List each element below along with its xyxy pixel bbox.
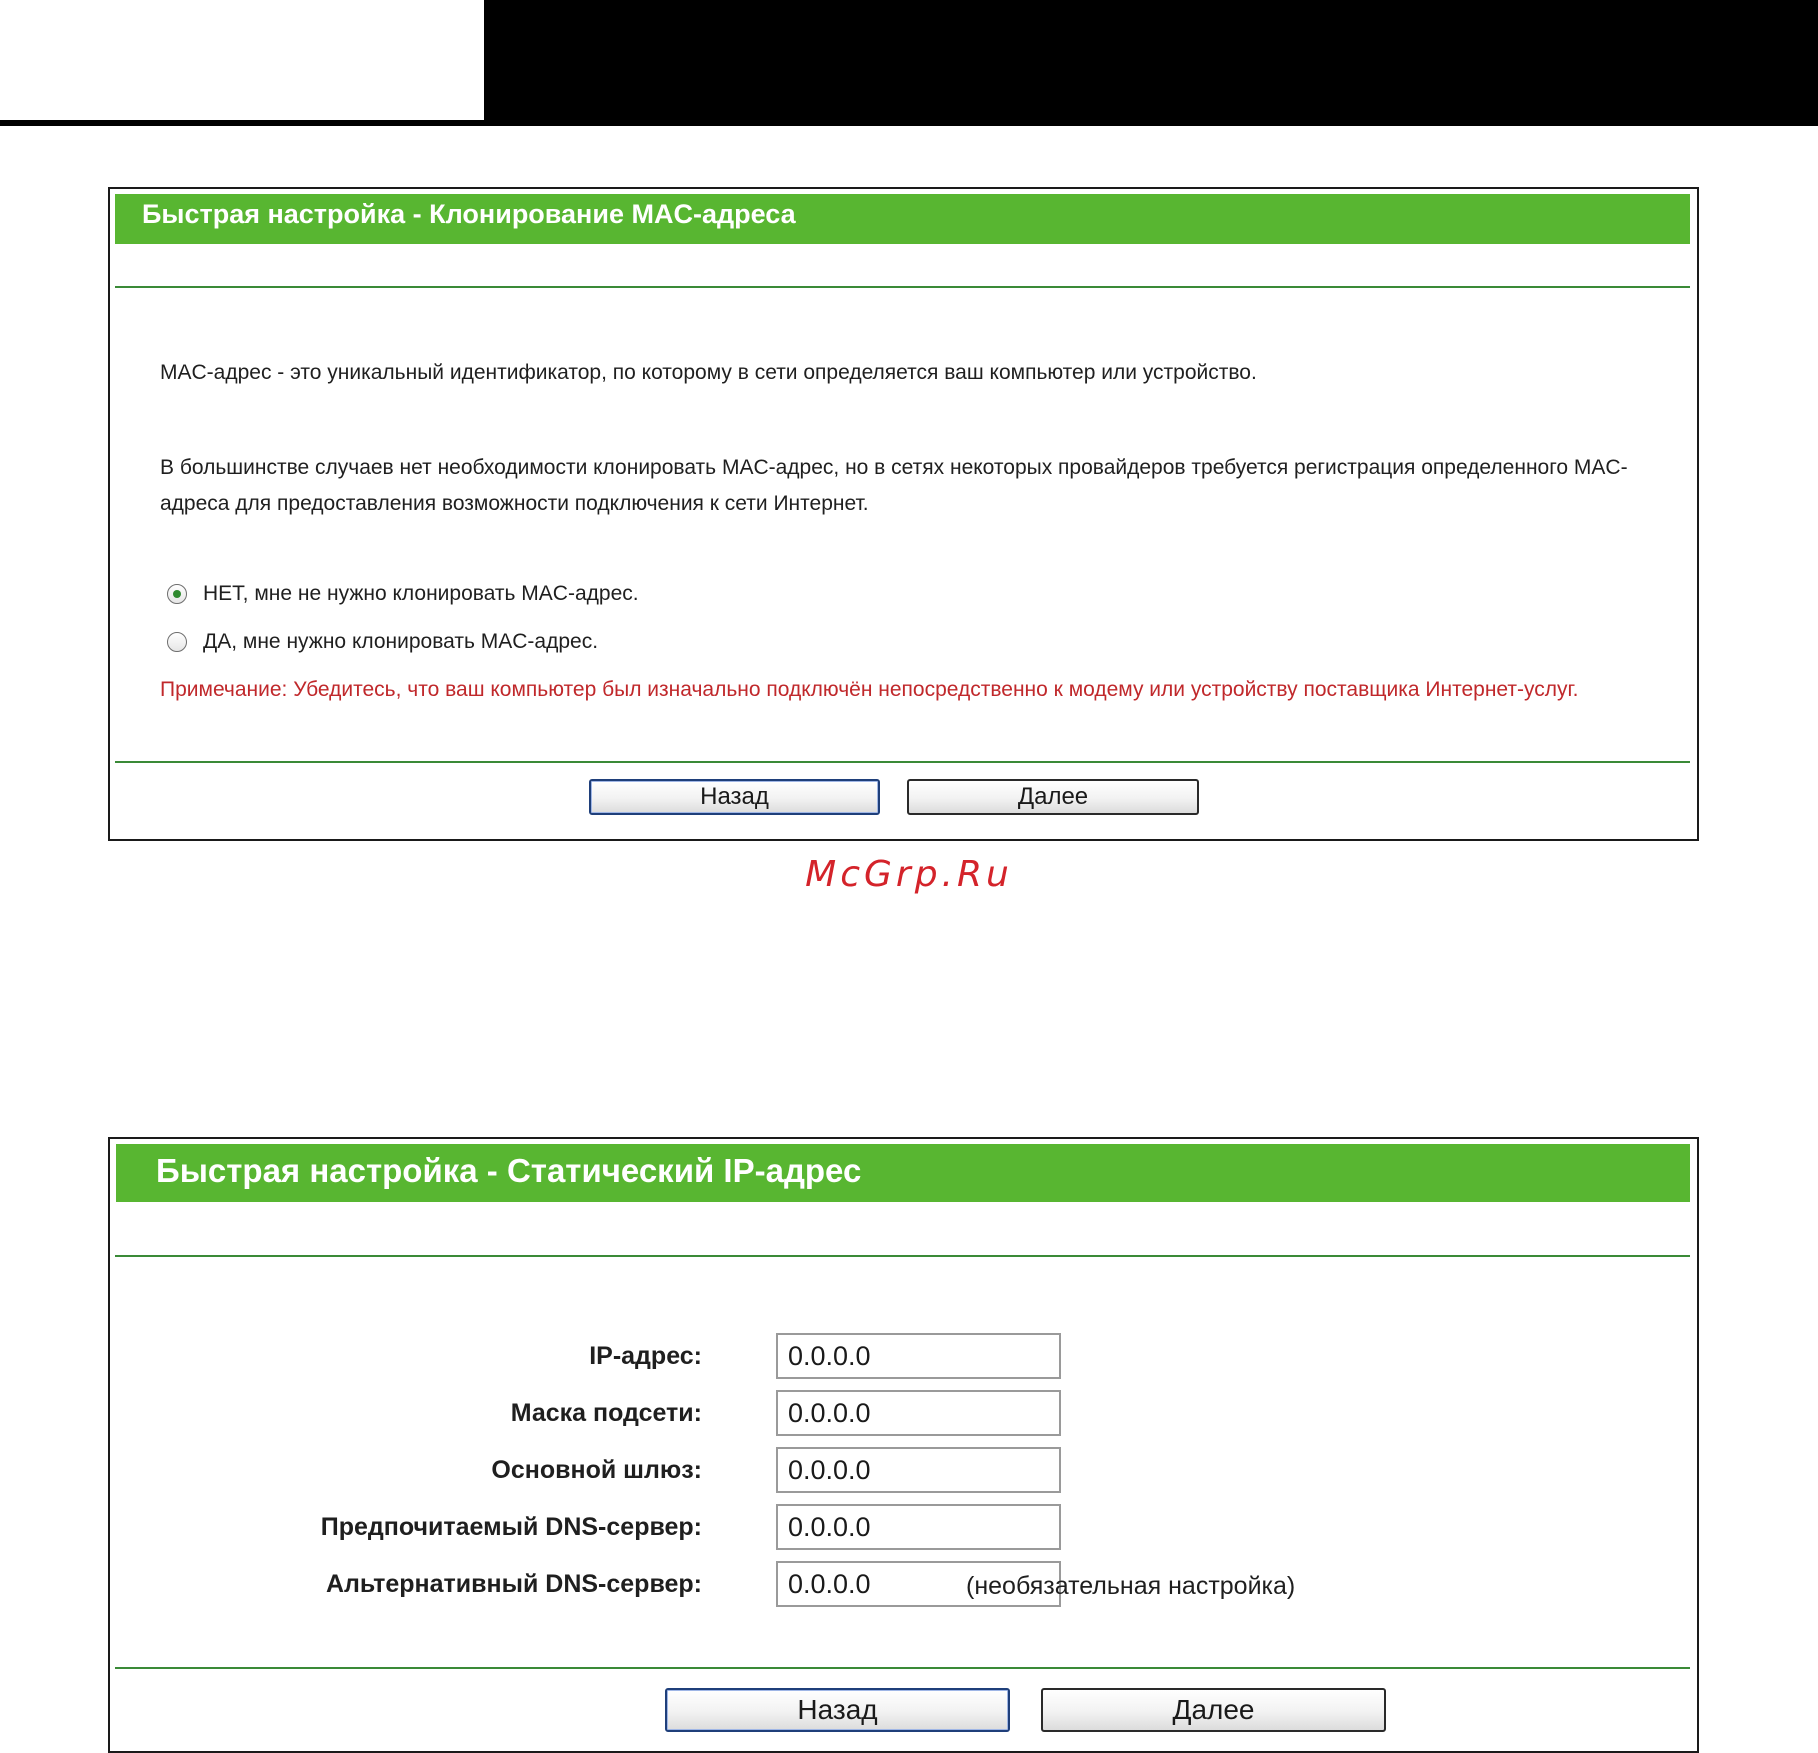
header-divider (115, 1255, 1690, 1257)
back-button[interactable]: Назад (665, 1688, 1010, 1732)
mac-clone-explanation-text: В большинстве случаев нет необходимости клонировать MAC-адрес, но в сетях некоторых провайдеров требуется регистрация определенного MAC-адреса для предоставления возможности подключения к сети Интернет. (160, 456, 1628, 515)
top-left-rule (0, 120, 484, 126)
header-divider (115, 286, 1690, 288)
subnet-mask-label: Маска подсети: (510, 1399, 702, 1427)
ip-address-input[interactable] (776, 1333, 1061, 1379)
watermark-text: McGrp.Ru (805, 854, 1013, 895)
primary-dns-input[interactable] (776, 1504, 1061, 1550)
optional-hint: (необязательная настройка) (966, 1572, 1296, 1600)
primary-dns-label: Предпочитаемый DNS-сервер: (320, 1513, 702, 1541)
radio-yes-label: ДА, мне нужно клонировать MAC-адрес. (203, 630, 599, 653)
note-text: Примечание: Убедитесь, что ваш компьютер был изначально подключён непосредственно к модему или устройству поставщика Интернет-услуг. (160, 678, 1579, 701)
top-black-banner (484, 0, 1818, 126)
mac-clone-panel-title: Быстрая настройка - Клонирование MAC-адреса (115, 194, 1690, 244)
radio-no-label: НЕТ, мне не нужно клонировать MAC-адрес. (203, 582, 639, 605)
back-button[interactable]: Назад (589, 779, 880, 815)
radio-selected-dot (173, 590, 181, 598)
ip-address-label: IP-адрес: (589, 1342, 702, 1370)
next-button[interactable]: Далее (1041, 1688, 1386, 1732)
default-gateway-label: Основной шлюз: (491, 1456, 702, 1484)
subnet-mask-input[interactable] (776, 1390, 1061, 1436)
footer-divider (115, 761, 1690, 763)
static-ip-panel (108, 1137, 1699, 1753)
secondary-dns-label: Альтернативный DNS-сервер: (325, 1570, 702, 1598)
static-ip-panel-title: Быстрая настройка - Статический IP-адрес (116, 1144, 1690, 1202)
mac-clone-panel (108, 187, 1699, 841)
next-button[interactable]: Далее (907, 779, 1199, 815)
radio-option-yes[interactable] (167, 630, 598, 654)
radio-option-no[interactable] (167, 582, 639, 606)
radio-yes-button[interactable] (167, 632, 187, 652)
radio-no-button[interactable] (167, 584, 187, 604)
footer-divider (115, 1667, 1690, 1669)
default-gateway-input[interactable] (776, 1447, 1061, 1493)
mac-definition-text: MAC-адрес - это уникальный идентификатор, по которому в сети определяется ваш компьютер или устройство. (160, 361, 1257, 384)
